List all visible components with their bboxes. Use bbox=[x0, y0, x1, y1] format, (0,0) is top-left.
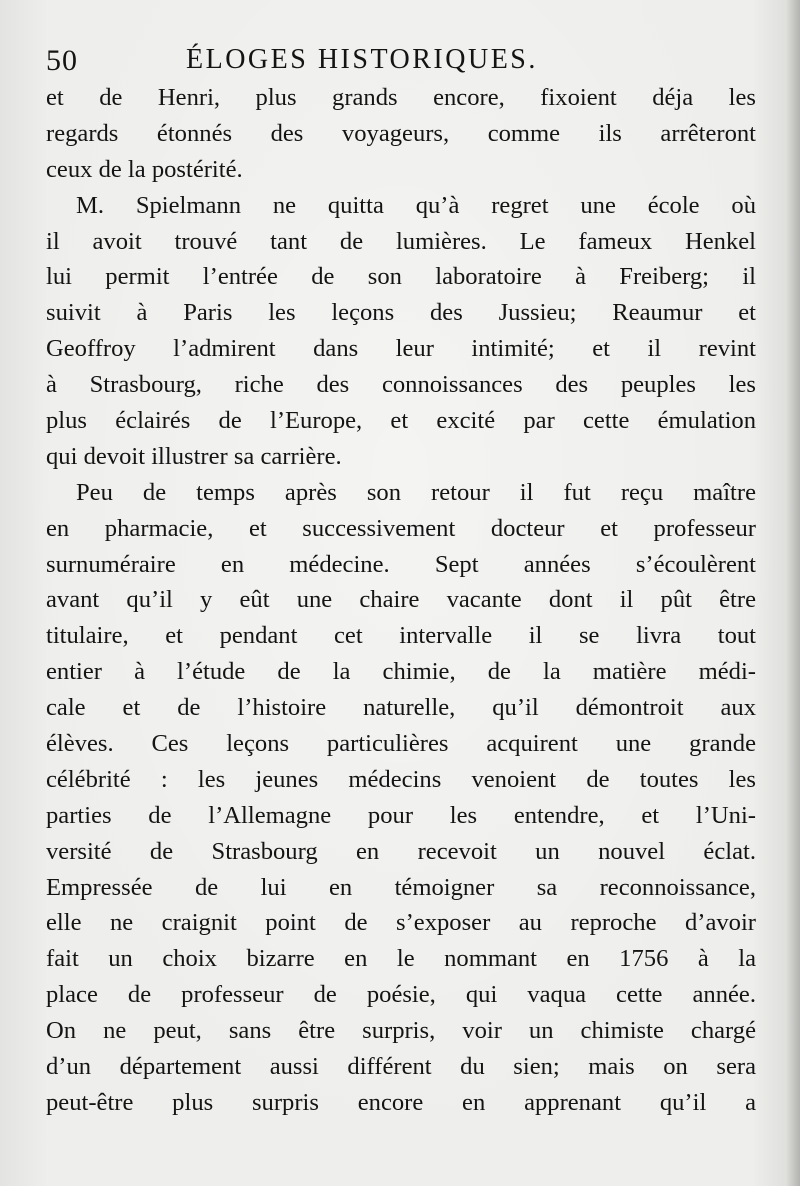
text-line: avant qu’il y eût une chaire vacante dont il pût être bbox=[46, 586, 756, 614]
text-line: ceux de la postérité. bbox=[46, 155, 243, 183]
text-line: versité de Strasbourg en recevoit un nouvel éclat. bbox=[46, 837, 756, 865]
text-line: il avoit trouvé tant de lumières. Le fameux Henkel bbox=[46, 227, 756, 255]
text-line: M. Spielmann ne quitta qu’à regret une école où bbox=[76, 191, 756, 219]
text-line: cale et de l’histoire naturelle, qu’il démontroit aux bbox=[46, 694, 756, 722]
text-line: à Strasbourg, riche des connoissances des peuples les bbox=[46, 371, 756, 399]
text-line: surnuméraire en médecine. Sept années s’écoulèrent bbox=[46, 550, 756, 578]
page-number: 50 bbox=[46, 44, 78, 77]
text-line: élèves. Ces leçons particulières acquirent une grande bbox=[46, 730, 756, 758]
text-line: d’un département aussi différent du sien; mais on sera bbox=[46, 1053, 756, 1081]
text-line: titulaire, et pendant cet intervalle il se livra tout bbox=[46, 622, 756, 650]
text-line: On ne peut, sans être surpris, voir un chimiste chargé bbox=[46, 1017, 756, 1045]
text-line: peut-être plus surpris encore en apprenant qu’il a bbox=[46, 1088, 756, 1116]
body-text bbox=[46, 80, 756, 1121]
text-line: en pharmacie, et successivement docteur et professeur bbox=[46, 514, 756, 542]
text-line: et de Henri, plus grands encore, fixoient déja les bbox=[46, 84, 756, 111]
text-line: place de professeur de poésie, qui vaqua cette année. bbox=[46, 981, 756, 1009]
text-line: qui devoit illustrer sa carrière. bbox=[46, 442, 342, 470]
text-line: Geoffroy l’admirent dans leur intimité; et il revint bbox=[46, 335, 756, 363]
text-line: parties de l’Allemagne pour les entendre, et l’Uni- bbox=[46, 801, 756, 829]
text-line: regards étonnés des voyageurs, comme ils arrêteront bbox=[46, 119, 756, 147]
text-line: elle ne craignit point de s’exposer au reproche d’avoir bbox=[46, 909, 756, 937]
text-line: Peu de temps après son retour il fut reçu maître bbox=[76, 478, 756, 506]
text-line: entier à l’étude de la chimie, de la matière médi- bbox=[46, 658, 756, 686]
text-line: lui permit l’entrée de son laboratoire à Freiberg; il bbox=[46, 263, 756, 291]
text-line: célébrité : les jeunes médecins venoient de toutes les bbox=[46, 765, 756, 793]
text-line: plus éclairés de l’Europe, et excité par cette émulation bbox=[46, 407, 756, 435]
page-edge-shadow bbox=[786, 0, 800, 1186]
text-line: fait un choix bizarre en le nommant en 1756 à la bbox=[46, 945, 756, 973]
running-title: ÉLOGES HISTORIQUES. bbox=[186, 44, 538, 75]
text-line: suivit à Paris les leçons des Jussieu; Reaumur et bbox=[46, 299, 756, 327]
page-header bbox=[46, 40, 756, 80]
text-line: Empressée de lui en témoigner sa reconnoissance, bbox=[46, 873, 756, 901]
